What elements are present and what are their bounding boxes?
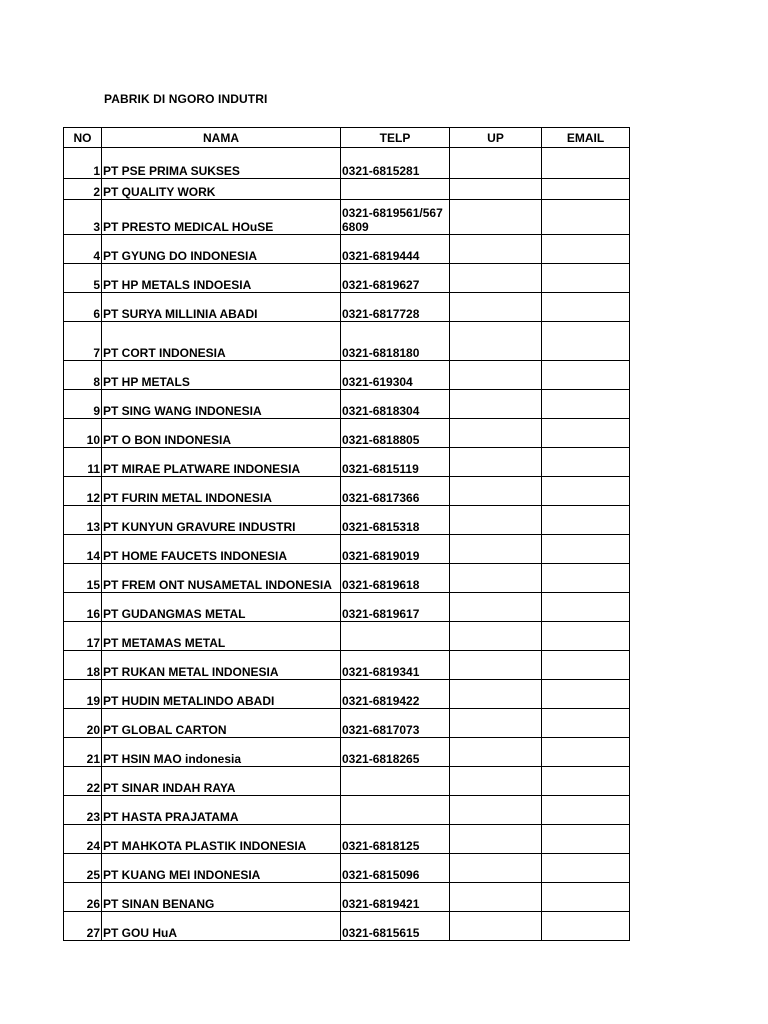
row-no-cell: 16 — [64, 593, 102, 622]
row-no-cell: 5 — [64, 264, 102, 293]
row-email-cell — [542, 148, 630, 179]
row-up-cell — [450, 767, 542, 796]
table-row — [64, 264, 630, 293]
row-up-cell — [450, 564, 542, 593]
row-up-cell — [450, 322, 542, 361]
row-up-cell — [450, 448, 542, 477]
row-up-cell — [450, 361, 542, 390]
row-up-cell — [450, 419, 542, 448]
row-email-cell — [542, 322, 630, 361]
row-up-cell — [450, 912, 542, 941]
row-up-cell — [450, 535, 542, 564]
row-no-cell: 17 — [64, 622, 102, 651]
table-row — [64, 651, 630, 680]
table-row — [64, 293, 630, 322]
table-row — [64, 200, 630, 235]
row-no-cell: 6 — [64, 293, 102, 322]
row-telp-cell: 0321-6818125 — [341, 825, 450, 854]
row-telp-cell: 0321-6819422 — [341, 680, 450, 709]
row-no-cell: 14 — [64, 535, 102, 564]
row-no-cell: 9 — [64, 390, 102, 419]
row-email-cell — [542, 912, 630, 941]
row-email-cell — [542, 709, 630, 738]
row-nama-cell: PT HASTA PRAJATAMA — [102, 796, 341, 825]
row-telp-cell — [341, 622, 450, 651]
row-email-cell — [542, 564, 630, 593]
row-up-cell — [450, 235, 542, 264]
row-telp-cell: 0321-6819421 — [341, 883, 450, 912]
row-no-cell: 22 — [64, 767, 102, 796]
row-email-cell — [542, 200, 630, 235]
row-nama-cell: PT GYUNG DO INDONESIA — [102, 235, 341, 264]
row-email-cell — [542, 264, 630, 293]
document-title: PABRIK DI NGORO INDUTRI — [104, 92, 268, 106]
row-nama-cell: PT FREM ONT NUSAMETAL INDONESIA — [102, 564, 341, 593]
row-telp-cell: 0321-6819019 — [341, 535, 450, 564]
row-no-cell: 27 — [64, 912, 102, 941]
row-nama-cell: PT RUKAN METAL INDONESIA — [102, 651, 341, 680]
row-no-cell: 4 — [64, 235, 102, 264]
row-email-cell — [542, 448, 630, 477]
row-email-cell — [542, 767, 630, 796]
table-row — [64, 322, 630, 361]
row-no-cell: 10 — [64, 419, 102, 448]
row-nama-cell: PT GLOBAL CARTON — [102, 709, 341, 738]
row-up-cell — [450, 738, 542, 767]
table-row — [64, 593, 630, 622]
row-no-cell: 26 — [64, 883, 102, 912]
row-nama-cell: PT GOU HuA — [102, 912, 341, 941]
row-up-cell — [450, 593, 542, 622]
table-row — [64, 709, 630, 738]
row-up-cell — [450, 293, 542, 322]
row-telp-cell: 0321-6819444 — [341, 235, 450, 264]
row-nama-cell: PT HP METALS — [102, 361, 341, 390]
table-row — [64, 912, 630, 941]
row-no-cell: 23 — [64, 796, 102, 825]
table-row — [64, 419, 630, 448]
row-email-cell — [542, 235, 630, 264]
table-row — [64, 361, 630, 390]
table-header-row — [64, 128, 630, 148]
row-no-cell: 18 — [64, 651, 102, 680]
row-nama-cell: PT HSIN MAO indonesia — [102, 738, 341, 767]
row-telp-cell: 0321-6819341 — [341, 651, 450, 680]
row-telp-cell: 0321-619304 — [341, 361, 450, 390]
header-email: EMAIL — [542, 128, 630, 148]
row-telp-cell — [341, 796, 450, 825]
table-row — [64, 564, 630, 593]
table-row — [64, 477, 630, 506]
row-nama-cell: PT MIRAE PLATWARE INDONESIA — [102, 448, 341, 477]
row-up-cell — [450, 477, 542, 506]
row-nama-cell: PT HOME FAUCETS INDONESIA — [102, 535, 341, 564]
row-up-cell — [450, 651, 542, 680]
row-up-cell — [450, 148, 542, 179]
row-telp-cell: 0321-6815096 — [341, 854, 450, 883]
row-nama-cell: PT SINAN BENANG — [102, 883, 341, 912]
table-row — [64, 535, 630, 564]
row-email-cell — [542, 477, 630, 506]
row-email-cell — [542, 361, 630, 390]
row-nama-cell: PT PSE PRIMA SUKSES — [102, 148, 341, 179]
row-telp-cell: 0321-6818805 — [341, 419, 450, 448]
row-telp-cell: 0321-6819627 — [341, 264, 450, 293]
row-no-cell: 15 — [64, 564, 102, 593]
table-row — [64, 148, 630, 179]
row-email-cell — [542, 535, 630, 564]
row-telp-cell: 0321-6817366 — [341, 477, 450, 506]
row-nama-cell: PT SURYA MILLINIA ABADI — [102, 293, 341, 322]
table-row — [64, 179, 630, 200]
row-no-cell: 19 — [64, 680, 102, 709]
row-up-cell — [450, 825, 542, 854]
row-up-cell — [450, 883, 542, 912]
row-email-cell — [542, 883, 630, 912]
header-up: UP — [450, 128, 542, 148]
table-row — [64, 854, 630, 883]
row-email-cell — [542, 738, 630, 767]
row-up-cell — [450, 390, 542, 419]
row-nama-cell: PT O BON INDONESIA — [102, 419, 341, 448]
row-no-cell: 1 — [64, 148, 102, 179]
row-telp-cell: 0321-6815281 — [341, 148, 450, 179]
row-up-cell — [450, 264, 542, 293]
header-telp: TELP — [341, 128, 450, 148]
row-telp-cell: 0321-6815318 — [341, 506, 450, 535]
row-up-cell — [450, 200, 542, 235]
row-nama-cell: PT SING WANG INDONESIA — [102, 390, 341, 419]
row-email-cell — [542, 680, 630, 709]
row-no-cell: 13 — [64, 506, 102, 535]
row-no-cell: 11 — [64, 448, 102, 477]
table-row — [64, 622, 630, 651]
row-nama-cell: PT HUDIN METALINDO ABADI — [102, 680, 341, 709]
row-up-cell — [450, 622, 542, 651]
table-row — [64, 235, 630, 264]
row-no-cell: 25 — [64, 854, 102, 883]
row-no-cell: 7 — [64, 322, 102, 361]
row-telp-cell: 0321-6819617 — [341, 593, 450, 622]
row-email-cell — [542, 179, 630, 200]
row-email-cell — [542, 506, 630, 535]
row-no-cell: 12 — [64, 477, 102, 506]
row-telp-cell: 0321-6819561/5676809 — [341, 200, 450, 235]
row-nama-cell: PT QUALITY WORK — [102, 179, 341, 200]
row-nama-cell: PT FURIN METAL INDONESIA — [102, 477, 341, 506]
row-email-cell — [542, 825, 630, 854]
row-telp-cell: 0321-6815615 — [341, 912, 450, 941]
row-email-cell — [542, 419, 630, 448]
row-nama-cell: PT METAMAS METAL — [102, 622, 341, 651]
header-no: NO — [64, 128, 102, 148]
row-telp-cell: 0321-6818180 — [341, 322, 450, 361]
row-no-cell: 20 — [64, 709, 102, 738]
row-telp-cell: 0321-6818265 — [341, 738, 450, 767]
row-email-cell — [542, 593, 630, 622]
row-email-cell — [542, 390, 630, 419]
row-nama-cell: PT KUNYUN GRAVURE INDUSTRI — [102, 506, 341, 535]
header-nama: NAMA — [102, 128, 341, 148]
row-nama-cell: PT CORT INDONESIA — [102, 322, 341, 361]
row-nama-cell: PT SINAR INDAH RAYA — [102, 767, 341, 796]
row-email-cell — [542, 854, 630, 883]
row-up-cell — [450, 506, 542, 535]
table-row — [64, 738, 630, 767]
table-row — [64, 825, 630, 854]
table-row — [64, 506, 630, 535]
row-telp-cell: 0321-6817728 — [341, 293, 450, 322]
table-row — [64, 390, 630, 419]
table-row — [64, 767, 630, 796]
row-up-cell — [450, 709, 542, 738]
row-telp-cell: 0321-6815119 — [341, 448, 450, 477]
row-telp-cell — [341, 767, 450, 796]
row-nama-cell: PT MAHKOTA PLASTIK INDONESIA — [102, 825, 341, 854]
row-up-cell — [450, 854, 542, 883]
row-no-cell: 21 — [64, 738, 102, 767]
row-nama-cell: PT GUDANGMAS METAL — [102, 593, 341, 622]
row-no-cell: 8 — [64, 361, 102, 390]
row-nama-cell: PT PRESTO MEDICAL HOuSE — [102, 200, 341, 235]
row-nama-cell: PT HP METALS INDOESIA — [102, 264, 341, 293]
row-telp-cell: 0321-6819618 — [341, 564, 450, 593]
table-row — [64, 883, 630, 912]
row-up-cell — [450, 796, 542, 825]
row-email-cell — [542, 651, 630, 680]
row-no-cell: 24 — [64, 825, 102, 854]
table-row — [64, 796, 630, 825]
row-nama-cell: PT KUANG MEI INDONESIA — [102, 854, 341, 883]
row-up-cell — [450, 680, 542, 709]
factory-table — [63, 127, 630, 941]
row-email-cell — [542, 622, 630, 651]
row-telp-cell — [341, 179, 450, 200]
row-no-cell: 3 — [64, 200, 102, 235]
table-row — [64, 448, 630, 477]
row-up-cell — [450, 179, 542, 200]
row-telp-cell: 0321-6817073 — [341, 709, 450, 738]
row-no-cell: 2 — [64, 179, 102, 200]
row-email-cell — [542, 796, 630, 825]
row-telp-cell: 0321-6818304 — [341, 390, 450, 419]
row-email-cell — [542, 293, 630, 322]
table-row — [64, 680, 630, 709]
